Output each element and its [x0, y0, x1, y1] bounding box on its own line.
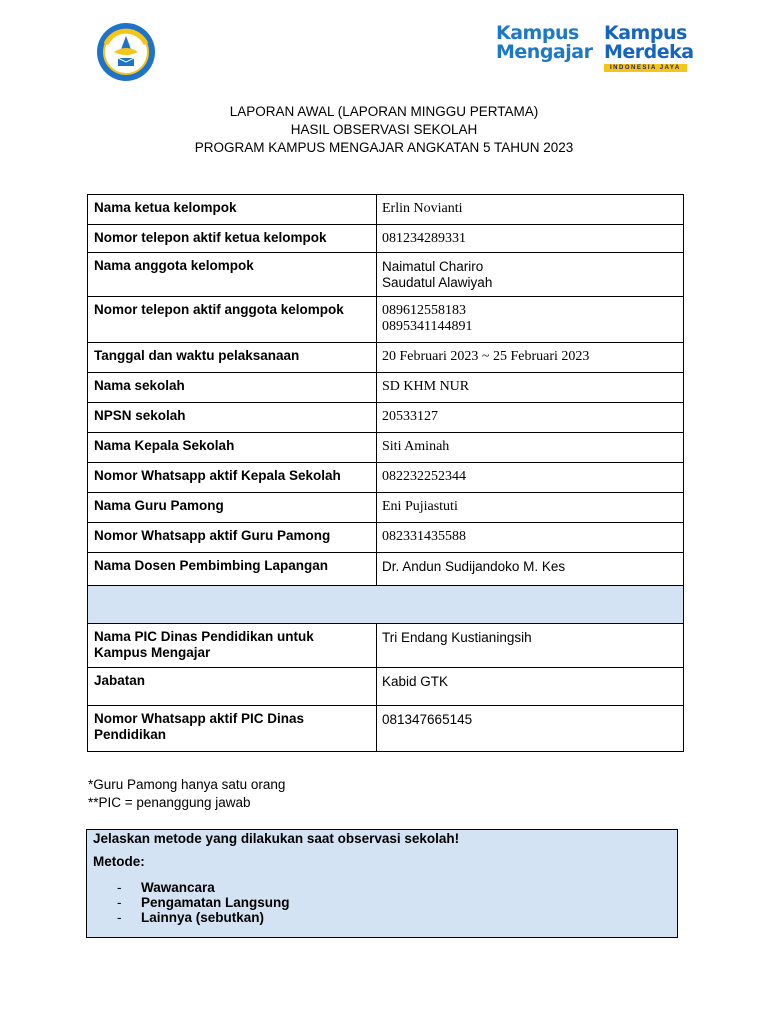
table-row	[88, 493, 684, 523]
table-row	[88, 403, 684, 433]
row-label: Tanggal dan waktu pelaksanaan	[88, 343, 377, 373]
table-row	[88, 373, 684, 403]
method-question: Jelaskan metode yang dilakukan saat observasi sekolah!	[93, 831, 460, 846]
row-value: SD KHM NUR	[377, 373, 684, 403]
table-row	[88, 553, 684, 586]
row-label: Nomor Whatsapp aktif Kepala Sekolah	[88, 463, 377, 493]
info-table	[87, 194, 684, 752]
row-label: Nomor telepon aktif ketua kelompok	[88, 225, 377, 253]
table-row	[88, 225, 684, 253]
row-value: 081234289331	[377, 225, 684, 253]
table-row	[88, 195, 684, 225]
row-label: Jabatan	[88, 668, 377, 706]
row-label: Nama Dosen Pembimbing Lapangan	[88, 553, 377, 586]
row-value: 089612558183 0895341144891	[377, 297, 684, 343]
report-title: LAPORAN AWAL (LAPORAN MINGGU PERTAMA)	[229, 104, 539, 119]
method-heading: Metode:	[93, 854, 145, 869]
table-row	[88, 297, 684, 343]
row-value: Tri Endang Kustianingsih	[377, 624, 684, 668]
footnote-pic: **PIC = penanggung jawab	[88, 795, 251, 810]
row-value: 082331435588	[377, 523, 684, 553]
row-label: Nama anggota kelompok	[88, 253, 377, 297]
footnotes	[88, 776, 285, 812]
table-row	[88, 433, 684, 463]
indonesia-jaya-tagline: INDONESIA JAYA	[604, 64, 687, 72]
row-label: Nomor telepon aktif anggota kelompok	[88, 297, 377, 343]
row-value: Naimatul Chariro Saudatul Alawiyah	[377, 253, 684, 297]
kampus-merdeka-wordmark: Kampus Merdeka	[604, 22, 694, 63]
row-value: Siti Aminah	[377, 433, 684, 463]
section-separator	[88, 586, 684, 624]
kampus-merdeka-logo	[496, 22, 696, 78]
table-row	[88, 706, 684, 752]
row-label: Nama Kepala Sekolah	[88, 433, 377, 463]
row-label: NPSN sekolah	[88, 403, 377, 433]
list-item: - Pengamatan Langsung	[117, 895, 290, 910]
row-value: Kabid GTK	[377, 668, 684, 706]
row-value: 081347665145	[377, 706, 684, 752]
row-value: Eni Pujiastuti	[377, 493, 684, 523]
table-row	[88, 523, 684, 553]
table-row	[88, 343, 684, 373]
row-value: Dr. Andun Sudijandoko M. Kes	[377, 553, 684, 586]
row-value: 20533127	[377, 403, 684, 433]
method-list	[117, 880, 290, 925]
footnote-guru-pamong: *Guru Pamong hanya satu orang	[88, 777, 286, 792]
table-row	[88, 668, 684, 706]
report-subtitle: HASIL OBSERVASI SEKOLAH	[290, 122, 478, 137]
row-label: Nama ketua kelompok	[88, 195, 377, 225]
table-row	[88, 463, 684, 493]
table-row-separator	[88, 586, 684, 624]
row-label: Nama PIC Dinas Pendidikan untuk Kampus Mengajar	[88, 624, 377, 668]
list-item: - Lainnya (sebutkan)	[117, 910, 265, 925]
row-value: 20 Februari 2023 ~ 25 Februari 2023	[377, 343, 684, 373]
table-row	[88, 624, 684, 668]
program-title: PROGRAM KAMPUS MENGAJAR ANGKATAN 5 TAHUN 2023	[194, 140, 574, 155]
list-item: - Wawancara	[117, 880, 215, 895]
row-label: Nomor Whatsapp aktif PIC Dinas Pendidikan	[88, 706, 377, 752]
tut-wuri-handayani-logo	[96, 22, 156, 82]
method-box	[86, 829, 678, 938]
kampus-mengajar-logo: Kampus Mengajar	[496, 22, 593, 63]
row-label: Nama sekolah	[88, 373, 377, 403]
row-value: Erlin Novianti	[377, 195, 684, 225]
row-label: Nomor Whatsapp aktif Guru Pamong	[88, 523, 377, 553]
table-row	[88, 253, 684, 297]
row-value: 082232252344	[377, 463, 684, 493]
row-label: Nama Guru Pamong	[88, 493, 377, 523]
